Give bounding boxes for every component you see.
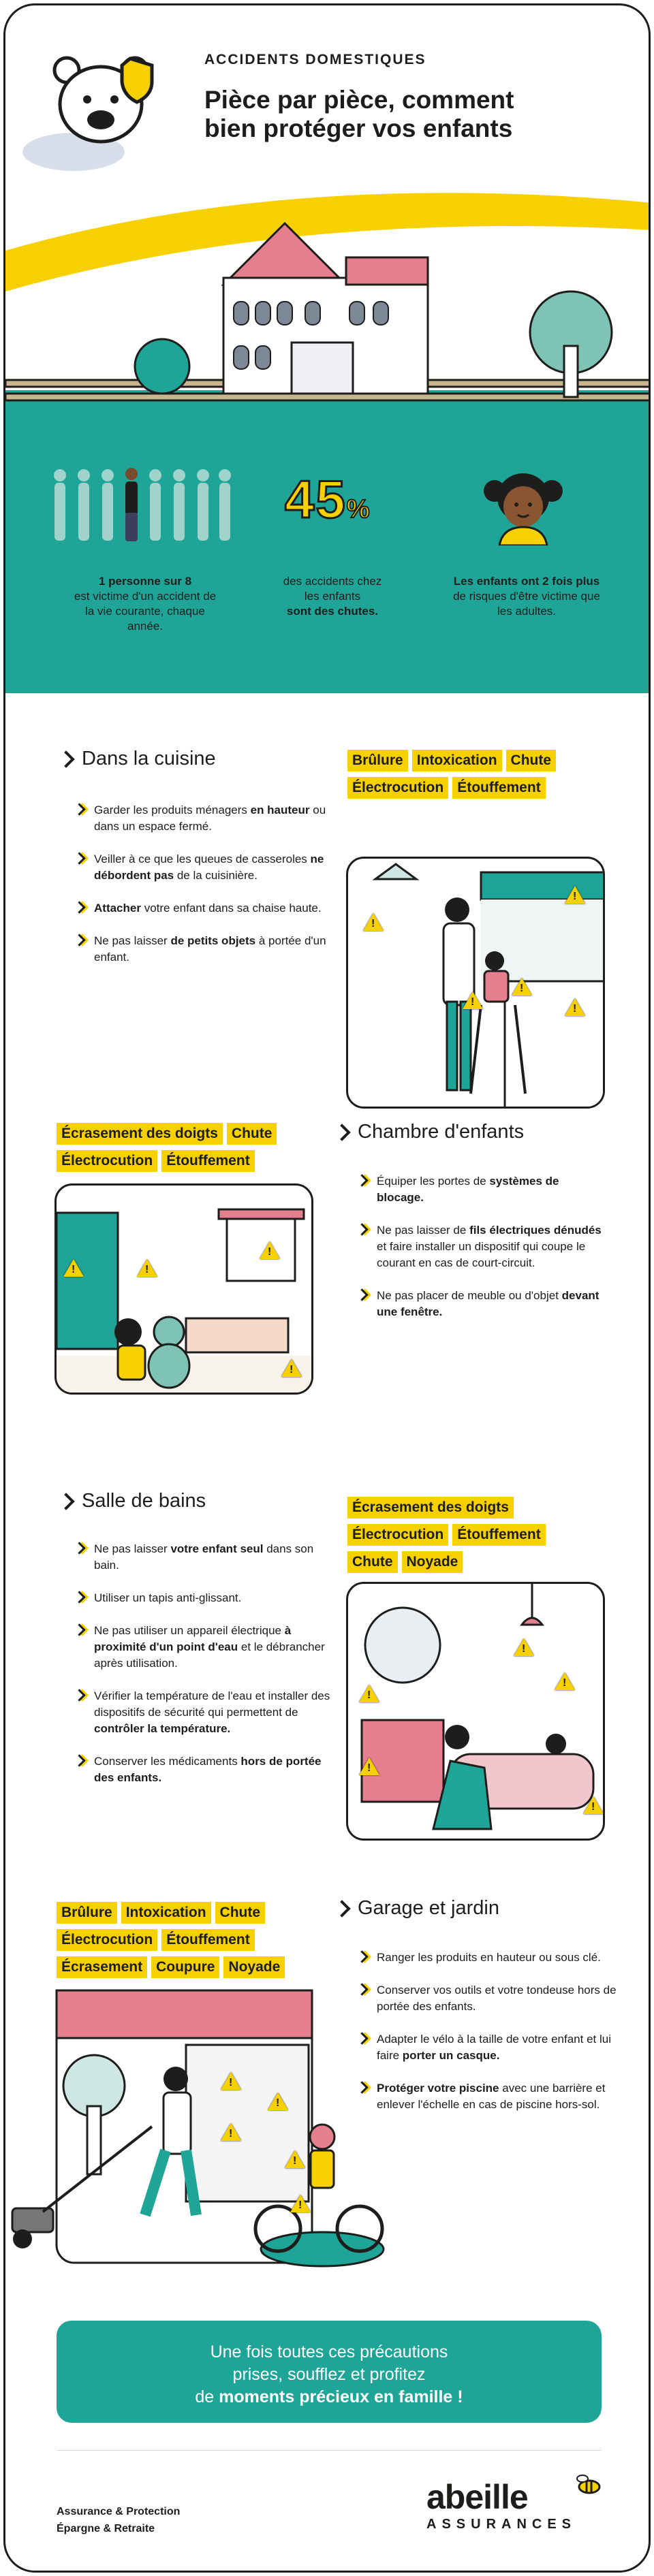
list-item: Équiper les portes de systèmes de blocage. [356,1173,602,1206]
list-item: Protéger votre piscine avec une barrière et enlever l'échelle en cas de piscine hors-sol. [356,2080,622,2113]
risk-tag: Écrasement des doigts [347,1497,514,1518]
stat-1-text: est victime d'un accident de la vie courante, chaque année. [74,590,217,633]
warning-icon [359,1685,379,1702]
warning-icon [512,978,532,996]
list-item: Garder les produits ménagers en hauteur ou dans un espace fermé. [74,802,339,835]
page-title-line2: bien protéger vos enfants [204,114,513,142]
list-item: Utiliser un tapis anti-glissant. [74,1590,339,1606]
list-item: Ranger les produits en hauteur ou sous clé. [356,1950,622,1966]
risk-tag: Électrocution [347,777,448,799]
list-item: Vérifier la température de l'eau et installer des dispositifs de sécurité qui permettent de contrôler la température. [74,1688,339,1737]
stat-2-text: des accidents chez les enfants [283,575,382,603]
list-item: Conserver les médicaments hors de portée des enfants. [74,1753,339,1786]
stat-2-bold: sont des chutes. [286,605,379,618]
garage-illustration [5,1984,387,2304]
warning-icon [514,1638,534,1656]
risk-tag: Noyade [402,1551,463,1573]
stats-band [5,414,651,693]
risk-tag: Chute [227,1123,277,1145]
warning-icon [285,2150,305,2168]
garage-list [356,1950,622,2129]
risk-tag: Brûlure [347,750,408,772]
risk-tag: Électrocution [57,1150,157,1172]
infographic [3,3,651,2573]
risk-tag: Intoxication [412,750,502,772]
kitchen-title: Dans la cuisine [60,748,216,770]
closing-line2: prises, soufflez et profitez [232,2365,426,2384]
list-item: Veiller à ce que les queues de casseroles ne débordent pas de la cuisinière. [74,851,339,884]
closing-line1: Une fois toutes ces précautions [210,2342,448,2362]
risk-tag: Étouffement [452,1524,546,1546]
bedroom-list [356,1173,602,1337]
warning-icon [583,1796,604,1814]
footer-line1: Assurance & Protection [57,2506,181,2517]
risk-tag: Électrocution [57,1929,157,1951]
chevron-right-icon [333,1124,350,1141]
risk-tag: Écrasement [57,1956,147,1978]
stat-1 [70,574,220,634]
bear-shield-icon [50,53,166,155]
risk-tag: Écrasement des doigts [57,1123,223,1145]
kitchen-risk-tags [347,750,593,799]
warning-icon [260,1241,280,1259]
list-item: Ne pas laisser de petits objets à portée d'un enfant. [74,933,339,966]
chevron-right-icon [333,1900,350,1917]
warning-icon [137,1259,157,1277]
kitchen-illustration [346,857,605,1109]
bathroom-title: Salle de bains [60,1490,206,1512]
list-item: Attacher votre enfant dans sa chaise haute. [74,900,339,917]
risk-tag: Chute [215,1902,266,1924]
warning-icon [221,2123,241,2141]
risk-tag: Étouffement [161,1929,255,1951]
risk-tag: Étouffement [161,1150,255,1172]
bedroom-illustration [54,1183,313,1395]
stat-2-unit: % [346,495,370,524]
kitchen-list [74,802,339,982]
house-illustration [5,210,651,417]
risk-tag: Brûlure [57,1902,117,1924]
garage-risk-tags [57,1902,315,1978]
abeille-logo [426,2477,604,2532]
stat-1-bold: 1 personne sur 8 [98,575,192,588]
bathroom-risk-tags [347,1497,593,1573]
warning-icon [290,2195,311,2212]
brand-name: abeille [426,2478,528,2516]
header [5,5,651,414]
footer-divider [57,2450,602,2451]
list-item: Ne pas laisser de fils électriques dénudés et faire installer un dispositif qui coupe le courant en cas de court-circuit. [356,1222,602,1271]
bee-icon [573,2473,602,2496]
risk-tag: Chute [347,1551,398,1573]
risk-tag: Étouffement [452,777,546,799]
stat-3 [448,574,605,619]
warning-icon [565,998,585,1016]
warning-icon [463,991,483,1009]
stat-2-value: 45 [285,469,347,529]
footer-tagline [57,2503,180,2537]
stat-2 [278,574,387,619]
bedroom-title: Chambre d'enfants [336,1121,524,1143]
warning-icon [565,886,585,904]
bedroom-risk-tags [57,1123,302,1172]
footer-line2: Épargne & Retraite [57,2523,155,2534]
warning-icon [555,1672,575,1690]
risk-tag: Noyade [223,1956,285,1978]
warning-icon [221,2072,241,2090]
warning-icon [268,2093,288,2110]
header-kicker: ACCIDENTS DOMESTIQUES [204,52,426,67]
list-item: Ne pas utiliser un appareil électrique à proximité d'un point d'eau et le débrancher après utilisation. [74,1623,339,1672]
risk-tag: Chute [506,750,557,772]
chevron-right-icon [57,750,74,767]
bathroom-illustration [346,1582,605,1841]
risk-tag: Électrocution [347,1524,448,1546]
warning-icon [363,913,384,931]
people-figures-icon [46,465,237,543]
garage-title: Garage et jardin [336,1897,499,1920]
warning-icon [63,1259,84,1277]
list-item: Ne pas placer de meuble ou d'objet devant une fenêtre. [356,1288,602,1320]
warning-icon [281,1359,302,1377]
child-face-icon [482,467,564,545]
stat-2-figure [285,468,370,530]
list-item: Conserver vos outils et votre tondeuse hors de portée des enfants. [356,1982,622,2015]
brand-subtitle: ASSURANCES [426,2517,577,2532]
stat-3-text: de risques d'être victime que les adultes. [453,590,600,618]
list-item: Ne pas laisser votre enfant seul dans son bain. [74,1541,339,1574]
warning-icon [359,1758,379,1775]
closing-line3: de moments précieux en famille ! [195,2387,463,2406]
bathroom-list [74,1541,339,1802]
risk-tag: Intoxication [121,1902,211,1924]
risk-tag: Coupure [151,1956,219,1978]
closing-message [57,2321,602,2423]
stat-3-bold: Les enfants ont 2 fois plus [453,575,600,588]
list-item: Adapter le vélo à la taille de votre enfant et lui faire porter un casque. [356,2031,622,2064]
chevron-right-icon [57,1493,74,1510]
page-title-line1: Pièce par pièce, comment [204,86,514,114]
